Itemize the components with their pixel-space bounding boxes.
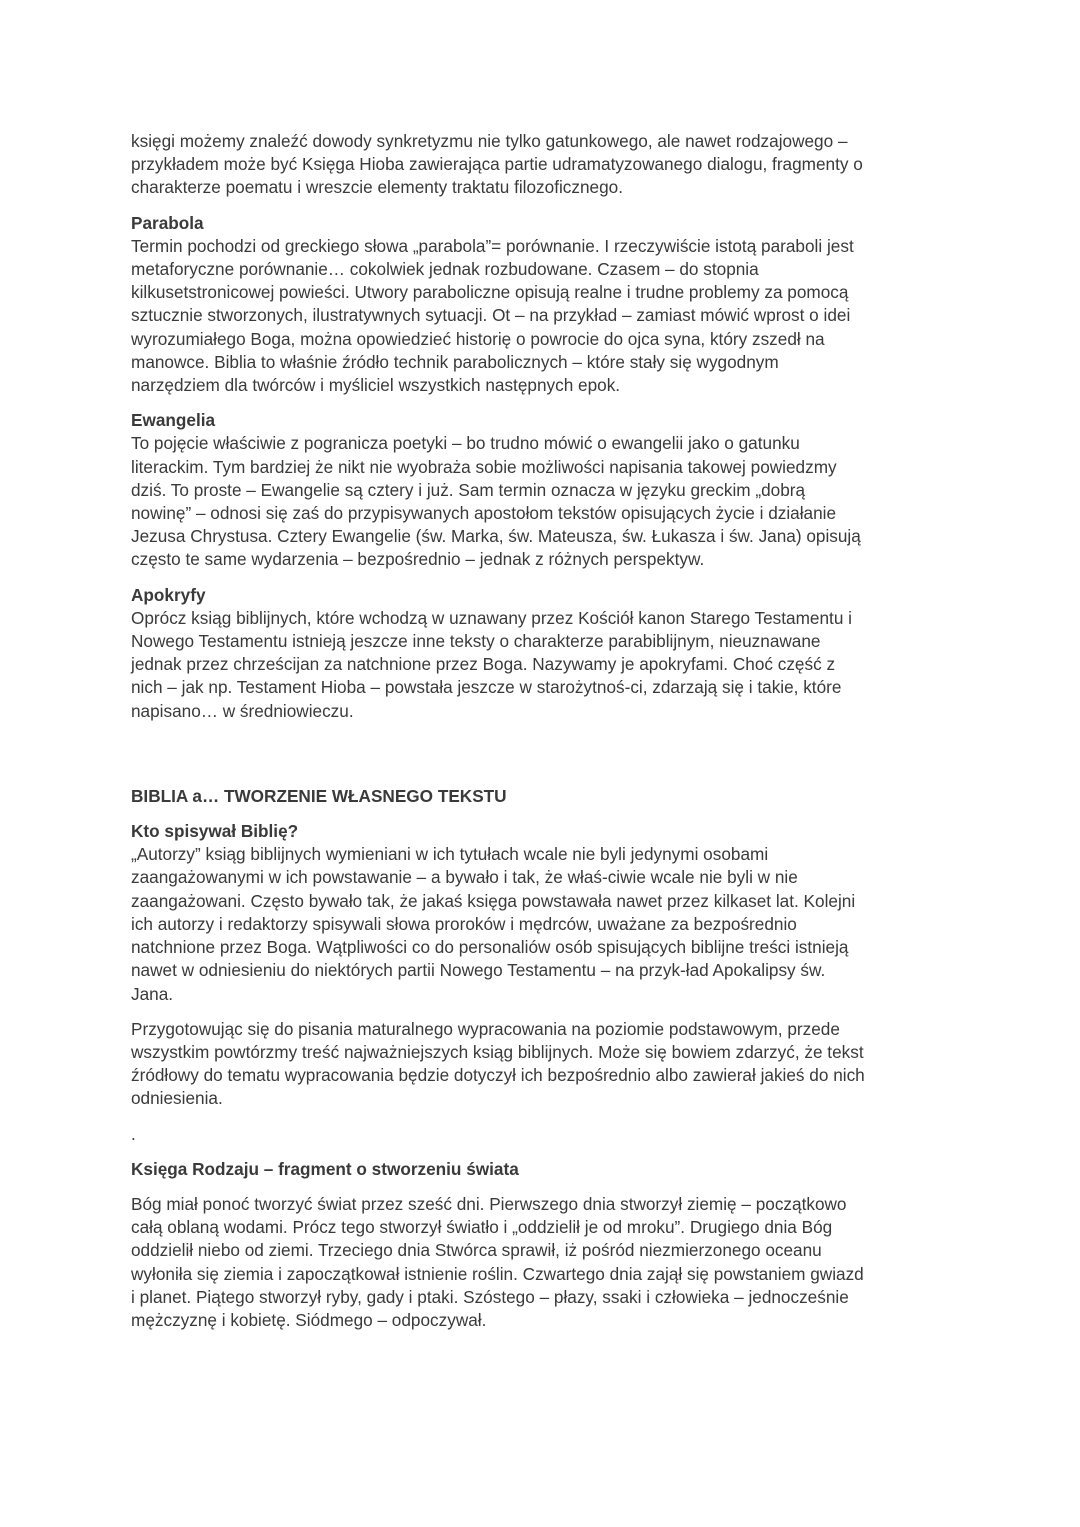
parabola-paragraph — [131, 235, 961, 397]
ewangelia-heading: Ewangelia — [131, 410, 216, 431]
apokryfy-heading: Apokryfy — [131, 584, 206, 605]
text-line: Oprócz ksiąg biblijnych, które wchodzą w uznawany przez Kościół kanon Starego Testamentu i — [131, 607, 852, 628]
ewangelia-paragraph — [131, 432, 961, 571]
text-line: Nowego Testamentu istnieją jeszcze inne teksty o charakterze parabiblijnym, nieuznawane — [131, 631, 821, 652]
text-line: oddzielił niebo od ziemi. Trzeciego dnia Stwórca sprawił, iż pośród niezmierzonego oceanu — [131, 1240, 822, 1261]
text-line: sztucznie stworzonych, ilustratywnych sytuacji. Ot – na przykład – zamiast mówić wprost o idei — [131, 305, 851, 326]
text-line: przykładem może być Księga Hioba zawierająca partie udramatyzowanego dialogu, fragmenty o — [131, 154, 863, 175]
apokryfy-paragraph — [131, 607, 961, 723]
text-line: źródłowy do tematu wypracowania będzie dotyczył ich bezpośrednio albo zawierał jakieś do nich — [131, 1065, 865, 1086]
text-line: jednak przez chrześcijan za natchnione przez Boga. Nazywamy je apokryfami. Choć część z — [131, 654, 836, 675]
text-line: To pojęcie właściwie z pogranicza poetyki – bo trudno mówić o ewangelii jako o gatunku — [131, 433, 800, 454]
text-line: „Autorzy” ksiąg biblijnych wymieniani w ich tytułach wcale nie byli jedynymi osobami — [131, 844, 769, 865]
text-line: Jana. — [131, 983, 174, 1004]
text-line: zaangażowani. Często bywało tak, że jakaś księga powstawała nawet przez kilkaset lat. Kolejni — [131, 890, 856, 911]
rodzaju-paragraph — [131, 1193, 961, 1332]
parabola-heading: Parabola — [131, 212, 204, 233]
text-line: nowinę” – odnosi się zaś do przypisywanych apostołom tekstów opisujących życie i działanie — [131, 503, 837, 524]
text-line: manowce. Biblia to właśnie źródło technik parabolicznych – które stały się wygodnym — [131, 351, 779, 372]
ewangelia-section — [131, 409, 961, 571]
text-line: mężczyznę i kobietę. Siódmego – odpoczywał. — [131, 1309, 487, 1330]
dot-line: . — [131, 1123, 136, 1144]
intro-paragraph — [131, 130, 961, 200]
text-line: Przygotowując się do pisania maturalnego wypracowania na poziomie podstawowym, przede — [131, 1018, 840, 1039]
text-line: literackim. Tym bardziej że nikt nie wyobraża sobie możliwości napisania takowej powiedzmy — [131, 456, 837, 477]
text-line: kilkusetstronicowej powieści. Utwory paraboliczne opisują realne i trudne problemy za pomocą — [131, 282, 849, 303]
text-line: ich autorzy i redaktorzy spisywali słowa proroków i mędrców, uważane za bezpośrednio — [131, 913, 797, 934]
apokryfy-section — [131, 584, 961, 723]
text-line: Termin pochodzi od greckiego słowa „parabola”= porównanie. I rzeczywiście istotą paraboli jest — [131, 235, 854, 256]
text-line: nich – jak np. Testament Hioba – powstała jeszcze w starożytnoś-ci, zdarzają się i takie, które — [131, 677, 842, 698]
rodzaju-heading: Księga Rodzaju – fragment o stworzeniu świata — [131, 1158, 519, 1179]
text-line: często te same wydarzenia – bezpośrednio – jednak z różnych perspektyw. — [131, 549, 705, 570]
przygotowujac-paragraph — [131, 1018, 961, 1111]
section-title: BIBLIA a… TWORZENIE WŁASNEGO TEKSTU — [131, 785, 507, 806]
text-line: Bóg miał ponoć tworzyć świat przez sześć dni. Pierwszego dnia stworzył ziemię – początkowo — [131, 1193, 847, 1214]
text-line: metaforyczne porównanie… cokolwiek jednak rozbudowane. Czasem – do stopnia — [131, 259, 759, 280]
parabola-section — [131, 212, 961, 398]
text-line: księgi możemy znaleźć dowody synkretyzmu nie tylko gatunkowego, ale nawet rodzajowego – — [131, 131, 848, 151]
text-line: wszystkim powtórzmy treść najważniejszych ksiąg biblijnych. Może się bowiem zdarzyć, że tekst — [131, 1041, 864, 1062]
kto-paragraph — [131, 843, 961, 1005]
text-line: charakterze poematu i wreszcie elementy traktatu filozoficznego. — [131, 177, 623, 198]
kto-heading: Kto spisywał Biblię? — [131, 821, 299, 842]
text-line: Jezusa Chrystusa. Cztery Ewangelie (św. Marka, św. Mateusza, św. Łukasza i św. Jana) opisują — [131, 526, 861, 547]
text-line: całą oblaną wodami. Prócz tego stworzył światło i „oddzielił je od mroku”. Drugiego dnia Bóg — [131, 1217, 833, 1238]
text-line: i planet. Piątego stworzył ryby, gady i ptaki. Szóstego – płazy, ssaki i człowieka – jednocześnie — [131, 1286, 849, 1307]
kto-section — [131, 820, 961, 1006]
text-line: dziś. To proste – Ewangelie są cztery i już. Sam termin oznacza w języku greckim „dobrą — [131, 479, 806, 500]
text-line: odniesienia. — [131, 1088, 223, 1109]
rodzaju-section — [131, 1158, 961, 1332]
text-line: zaangażowanymi w ich powstawanie – a bywało i tak, że właś-ciwie wcale nie byli w nie — [131, 867, 798, 888]
text-line: wyłoniła się ziemia i zapoczątkował istnienie roślin. Czwartego dnia zajął się powstaniem gwiazd — [131, 1263, 864, 1284]
document-page — [131, 130, 961, 1332]
text-line: nawet w odniesieniu do niektórych partii Nowego Testamentu – na przyk-ład Apokalipsy św. — [131, 960, 826, 981]
text-line: natchnione przez Boga. Wątpliwości co do personaliów osób spisujących biblijne treści istnieją — [131, 937, 849, 958]
text-line: wyrozumiałego Boga, można opowiedzieć historię o powrocie do ojca syna, który zszedł na — [131, 328, 825, 349]
text-line: napisano… w średniowieczu. — [131, 700, 354, 721]
text-line: narzędziem dla twórców i myśliciel wszystkich następnych epok. — [131, 375, 621, 396]
